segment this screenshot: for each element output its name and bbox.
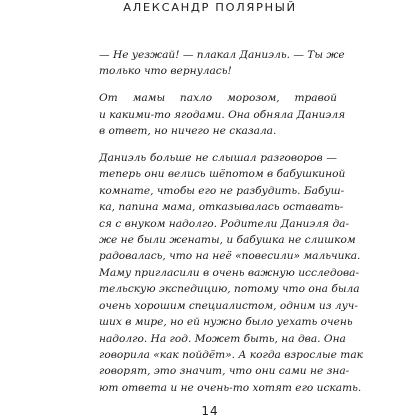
text-line: только что вернулась! [99, 65, 232, 78]
text-line: ют ответа и не очень-то хотят его искать. [99, 381, 362, 394]
paragraph-2 [85, 90, 346, 139]
page-number: 14 [201, 404, 219, 418]
text-line: Маму пригласили в очень важную исследова- [99, 266, 360, 279]
text-line: радовалась, что на неё «повесили» мальчика. [99, 250, 361, 263]
text-line: и какими-то ягодами. Она обняла Даниэля [99, 108, 346, 121]
text-line: Даниэль больше не слышал разговоров — [99, 152, 337, 165]
text-line: ся с внуком надолго. Родители Даниэля да- [99, 217, 350, 230]
text-line: ка, папина мама, отказывалась оставать- [99, 201, 344, 214]
text-line: очень хорошим специалистом, одним из луч- [99, 299, 358, 312]
text-line: же не были женаты, и бабушка не слишком [99, 234, 356, 247]
text-line: комнате, чтобы его не разбудить. Бабуш- [99, 184, 345, 197]
text-line: — Не уезжай! — плакал Даниэль. — Ты же [99, 49, 345, 61]
text-line: в ответ, но ничего не сказала. [99, 125, 277, 138]
text-line: говорят, это значит, что они сами не зна- [99, 365, 350, 378]
text-line: надолго. На год. Может быть, на два. Она [99, 332, 346, 345]
text-line: От мамы пахло морозом, травой [99, 92, 337, 105]
paragraph-3 [85, 150, 363, 396]
text-line: тельскую экспедицию, потому что она была [99, 283, 360, 296]
text-line: ших в мире, но ей нужно было уехать очень [99, 316, 353, 329]
paragraph-1 [85, 47, 345, 80]
body-text [85, 47, 363, 407]
text-line: говорила «как пойдёт». А когда взрослые так [99, 348, 363, 361]
text-line: теперь они велись шёпотом в бабушкиной [99, 168, 346, 181]
running-head-author: АЛЕКСАНДР ПОЛЯРНЫЙ [123, 0, 297, 14]
